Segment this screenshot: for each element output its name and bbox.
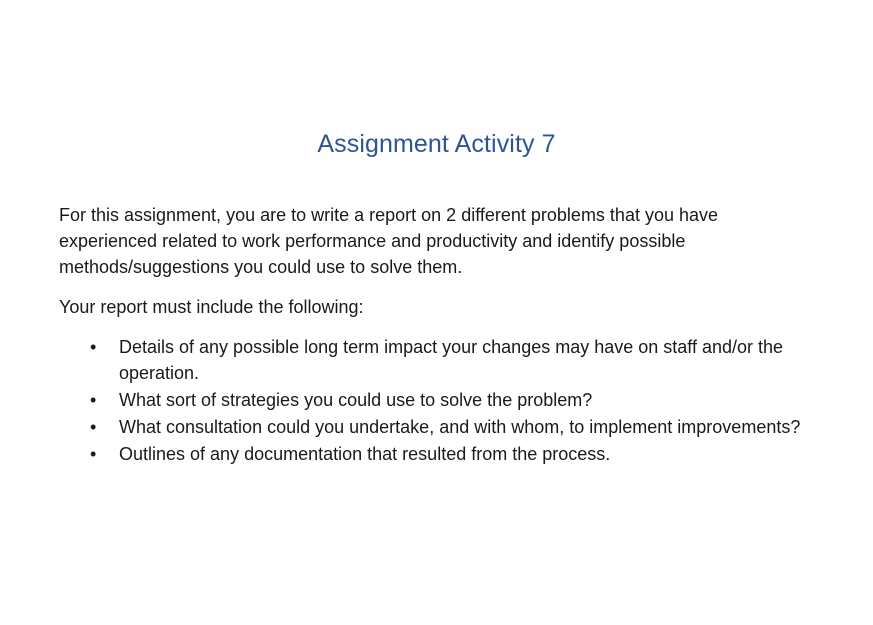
list-item xyxy=(59,387,819,413)
list-item-text: Details of any possible long term impact your changes may have on staff and/or the operation. xyxy=(119,337,784,383)
bullet-icon: • xyxy=(90,417,97,437)
intro-paragraph: For this assignment, you are to write a report on 2 different problems that you have experienced related to work performance and productivity and identify possible methods/suggestions you could use to solve them. xyxy=(59,205,719,277)
list-item xyxy=(59,334,819,386)
bullet-icon: • xyxy=(90,337,97,357)
document-body xyxy=(59,202,819,468)
list-item xyxy=(59,414,819,440)
list-item-text: What consultation could you undertake, and with whom, to implement improvements? xyxy=(119,417,801,437)
requirements-lead-in: Your report must include the following: xyxy=(59,297,364,317)
list-item-text: Outlines of any documentation that resulted from the process. xyxy=(119,444,611,464)
document-title: Assignment Activity 7 xyxy=(317,130,556,158)
requirements-list xyxy=(59,334,819,467)
list-item xyxy=(59,441,819,467)
bullet-icon: • xyxy=(90,444,97,464)
bullet-icon: • xyxy=(90,390,97,410)
list-item-text: What sort of strategies you could use to solve the problem? xyxy=(119,390,593,410)
